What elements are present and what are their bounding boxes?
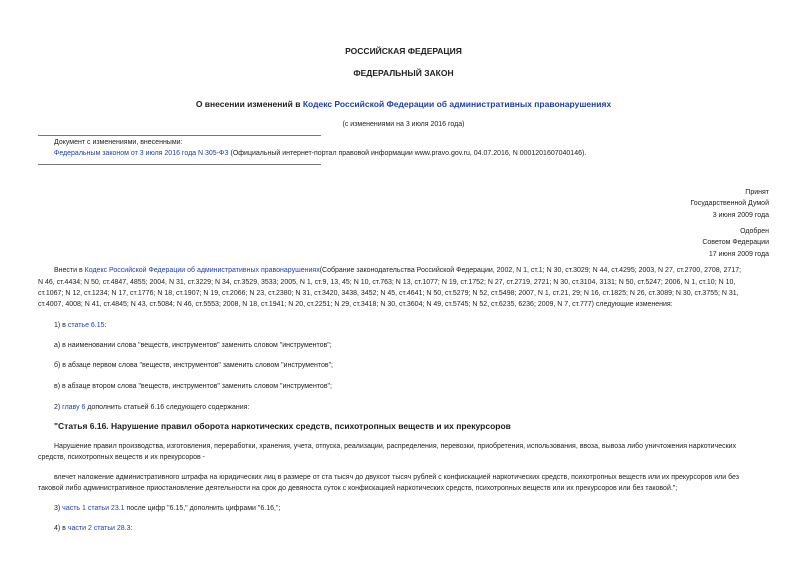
changes-source <box>54 150 586 157</box>
intro-line-1 <box>54 267 741 274</box>
divider-bottom <box>38 164 321 165</box>
approved-date: 17 июня 2009 года <box>708 250 769 258</box>
adopted-body: Государственной Думой <box>690 200 769 208</box>
article-28-3-link[interactable]: части 2 статьи 28.3 <box>67 525 131 532</box>
item-4-prefix: 4) в <box>54 525 68 532</box>
article-p1-line1: Нарушение правил производства, изготовления, переработки, хранения, учета, отпуска, реализации, распределения, перевозки, приобретения, использования, ввоза, вывоза либо уничтожения наркотических <box>54 443 737 450</box>
adopted-label: Принят <box>745 189 769 196</box>
article-p2-line1: влечет наложение административного штрафа на юридических лиц в размере от ста тысяч до двухсот тысяч рублей с конфискацией наркотических средств, психотропных веществ или их прекурсоров или без <box>54 474 739 481</box>
item-1 <box>54 322 106 329</box>
intro-line-3: ст.1067; N 12, ст.1234; N 17, ст.1776; N 18, ст.1907; N 19, ст.2066; N 23, ст.2380; N 31, ст.3420, 3438, 3452; N 45, ст.4641; N 50, ст.5279; N 52, ст.5498; 2007, N 1, ст.21, 29; N 16, ст.1825; N 26, ст.3089; N 30, ст.3755; N 31, <box>38 290 739 297</box>
article-23-1-link[interactable]: часть 1 статьи 23.1 <box>62 505 125 512</box>
law-title <box>0 99 807 109</box>
item-3-prefix: 3) <box>54 505 63 512</box>
law-type-heading: ФЕДЕРАЛЬНЫЙ ЗАКОН <box>353 68 454 78</box>
item-1-b: б) в абзаце первом слова "веществ, инструментов" заменить словом "инструментов"; <box>54 362 334 369</box>
article-6-15-link[interactable]: статье 6.15 <box>67 322 105 329</box>
edition-note: (с изменениями на 3 июля 2016 года) <box>342 121 465 128</box>
item-1-v: в) в абзаце втором слова "веществ, инструментов" заменить словом "инструментов"; <box>54 383 332 390</box>
article-p1-line2: средств, психотропных веществ и их прекурсоров - <box>38 454 205 461</box>
adopted-block <box>690 187 769 221</box>
item-4 <box>54 525 132 532</box>
codex-title-link[interactable]: Кодекс Российской Федерации об административных правонарушениях <box>302 99 612 109</box>
item-1-a: а) в наименовании слова "веществ, инструментов" заменить словом "инструментов"; <box>54 342 332 349</box>
approved-label: Одобрен <box>740 228 769 235</box>
item-1-suffix: : <box>104 322 107 329</box>
intro-prefix: Внести в <box>54 267 85 274</box>
article-heading: "Статья 6.16. Нарушение правил оборота наркотических средств, психотропных веществ и их прекурсоров <box>54 421 511 431</box>
changes-source-text: (Официальный интернет-портал правовой информации www.pravo.gov.ru, 04.07.2016, N 0001201607040146). <box>228 150 587 157</box>
approved-body: Советом Федерации <box>702 239 769 247</box>
codex-link-intro[interactable]: Кодекс Российской Федерации об административных правонарушениях <box>84 267 320 274</box>
item-2-prefix: 2) <box>54 404 63 411</box>
item-3-suffix: после цифр "6.15," дополнить цифрами "6.16,"; <box>124 505 281 512</box>
country-heading: РОССИЙСКАЯ ФЕДЕРАЦИЯ <box>345 46 462 56</box>
item-2-suffix: дополнить статьей 6.16 следующего содержания: <box>85 404 250 411</box>
divider-top <box>38 135 321 136</box>
adopted-date: 3 июня 2009 года <box>712 211 769 219</box>
intro-line-4: ст.4007, 4008; N 41, ст.4845; N 43, ст.5084; N 46, ст.5553; 2008, N 18, ст.1941; N 20, ст.2251; N 29, ст.3418; N 30, ст.3604; N 49, ст.5745; N 52, ст.6235, 6236; 2009, N 7, ст.777) следующие изменения: <box>38 301 673 308</box>
intro-sources-1: (Собрание законодательства Российской Федерации, 2002, N 1, ст.1; N 30, ст.3029; N 44, ст.4295; 2003, N 27, ст.2700, 2708, 2717; <box>319 267 742 274</box>
item-4-suffix: : <box>130 525 133 532</box>
changes-intro: Документ с изменениями, внесенными: <box>54 139 183 146</box>
amending-law-link[interactable]: Федеральным законом от 3 июля 2016 года N 305-ФЗ <box>54 150 229 157</box>
item-3 <box>54 505 280 512</box>
intro-line-2: N 46, ст.4434; N 50, ст.4847, 4855; 2004, N 31, ст.3229; N 34, ст.3529, 3533; 2005, N 1, ст.9, 13, 45; N 10, ст.763; N 13, ст.1077; N 19, ст.1752; N 27, ст.2719, 2721; N 30, ст.3104, 3131; N 50, ст.5247; 2006, N 1, ст.10; N 10, <box>38 279 736 286</box>
article-p2-line2: таковой либо административное приостановление деятельности на срок до девяноста суток с конфискацией наркотических средств, психотропных веществ или их прекурсоров или без таковой."; <box>38 485 678 492</box>
item-2 <box>54 404 249 411</box>
item-1-prefix: 1) в <box>54 322 68 329</box>
approved-block <box>702 226 769 260</box>
chapter-6-link[interactable]: главу 6 <box>62 404 86 411</box>
law-title-prefix: О внесении изменений в <box>195 99 303 109</box>
